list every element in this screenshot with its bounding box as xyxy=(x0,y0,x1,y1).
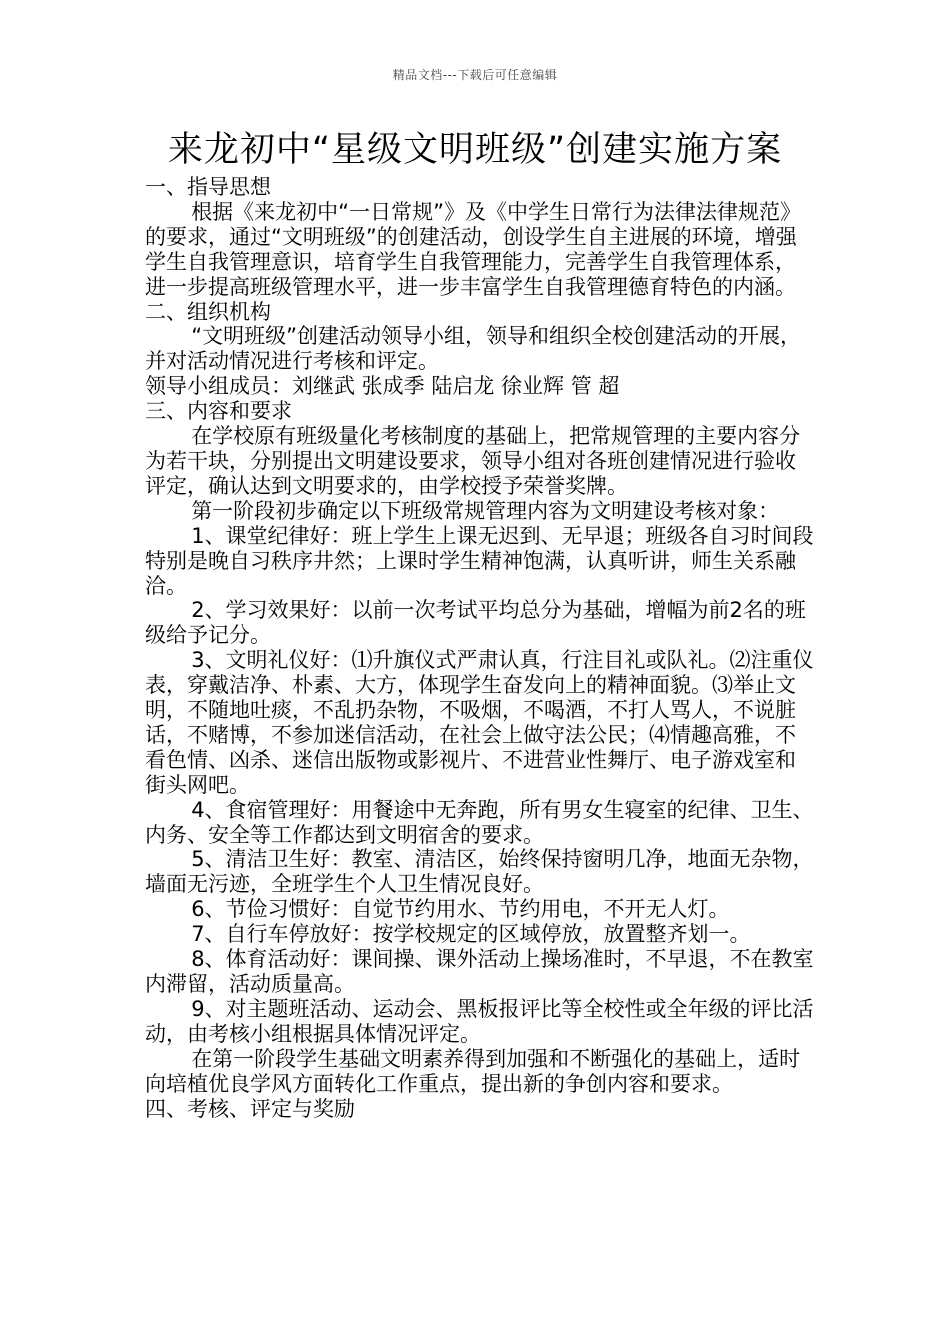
paragraph-content-intro: 在学校原有班级量化考核制度的基础上，把常规管理的主要内容分为若干块，分别提出文明建设要求，领导小组对各班创建情况进行验收评定，确认达到文明要求的，由学校授予荣誉奖牌。 xyxy=(145,424,801,498)
section-heading-organization: 二、组织机构 xyxy=(145,299,271,324)
section-heading-content-requirements: 三、内容和要求 xyxy=(145,399,292,424)
section-heading-evaluation: 四、考核、评定与奖励 xyxy=(145,1096,355,1121)
leadership-members: 领导小组成员：刘继武 张成季 陆启龙 徐业辉 管 超 xyxy=(145,374,620,399)
paragraph-first-stage: 第一阶段初步确定以下班级常规管理内容为文明建设考核对象： xyxy=(191,498,780,523)
paragraph-guiding-thought: 根据《来龙初中“一日常规”》及《中学生日常行为法律法律规范》的要求，通过“文明班级”的创建活动，创设学生自主进展的环境，增强学生自我管理意识，培育学生自我管理能力，完善学生自我管理体系，进一步提高班级管理水平，进一步丰富学生自我管理德育特色的内涵。 xyxy=(145,199,801,299)
list-item: 6、节俭习惯好：自觉节约用水、节约用电，不开无人灯。 xyxy=(191,897,730,922)
list-item: 2、学习效果好：以前一次考试平均总分为基础，增幅为前2名的班级给予记分。 xyxy=(145,598,806,648)
list-item: 3、文明礼仪好：⑴升旗仪式严肃认真，行注目礼或队礼。⑵注重仪表，穿戴洁净、朴素、大方，体现学生奋发向上的精神面貌。⑶举止文明，不随地吐痰，不乱扔杂物，不吸烟，不喝酒，不打人骂人，不说脏话，不赌博，不参加迷信活动，在社会上做守法公民；⑷情趣高雅，不看色情、凶杀、迷信出版物或影视片、不进营业性舞厅、电子游戏室和街头网吧。 xyxy=(145,648,814,797)
section-heading-guiding-thought: 一、指导思想 xyxy=(145,175,271,199)
document-title: 来龙初中“星级文明班级”创建实施方案 xyxy=(167,130,783,170)
list-item: 1、课堂纪律好：班上学生上课无迟到、无早退；班级各自习时间段特别是晚自习秩序井然；上课时学生精神饱满，认真听讲，师生关系融洽。 xyxy=(145,523,814,598)
list-item: 8、体育活动好：课间操、课外活动上操场准时，不早退，不在教室内滞留，活动质量高。 xyxy=(145,947,814,996)
document-body xyxy=(145,175,815,1121)
list-item: 9、对主题班活动、运动会、黑板报评比等全校性或全年级的评比活动，由考核小组根据具体情况评定。 xyxy=(145,996,814,1046)
header-note: 精品文档---下载后可任意编辑 xyxy=(392,68,558,82)
list-item: 4、食宿管理好：用餐途中无奔跑，所有男女生寝室的纪律、卫生、内务、安全等工作都达到文明宿舍的要求。 xyxy=(145,797,814,847)
paragraph-next-stage: 在第一阶段学生基础文明素养得到加强和不断强化的基础上，适时向培植优良学风方面转化工作重点，提出新的争创内容和要求。 xyxy=(145,1046,801,1096)
paragraph-organization: “文明班级”创建活动领导小组，领导和组织全校创建活动的开展，并对活动情况进行考核和评定。 xyxy=(145,324,801,374)
list-item: 7、自行车停放好：按学校规定的区域停放，放置整齐划一。 xyxy=(191,922,751,947)
list-item: 5、清洁卫生好：教室、清洁区，始终保持窗明几净，地面无杂物，墙面无污迹，全班学生个人卫生情况良好。 xyxy=(145,847,814,897)
